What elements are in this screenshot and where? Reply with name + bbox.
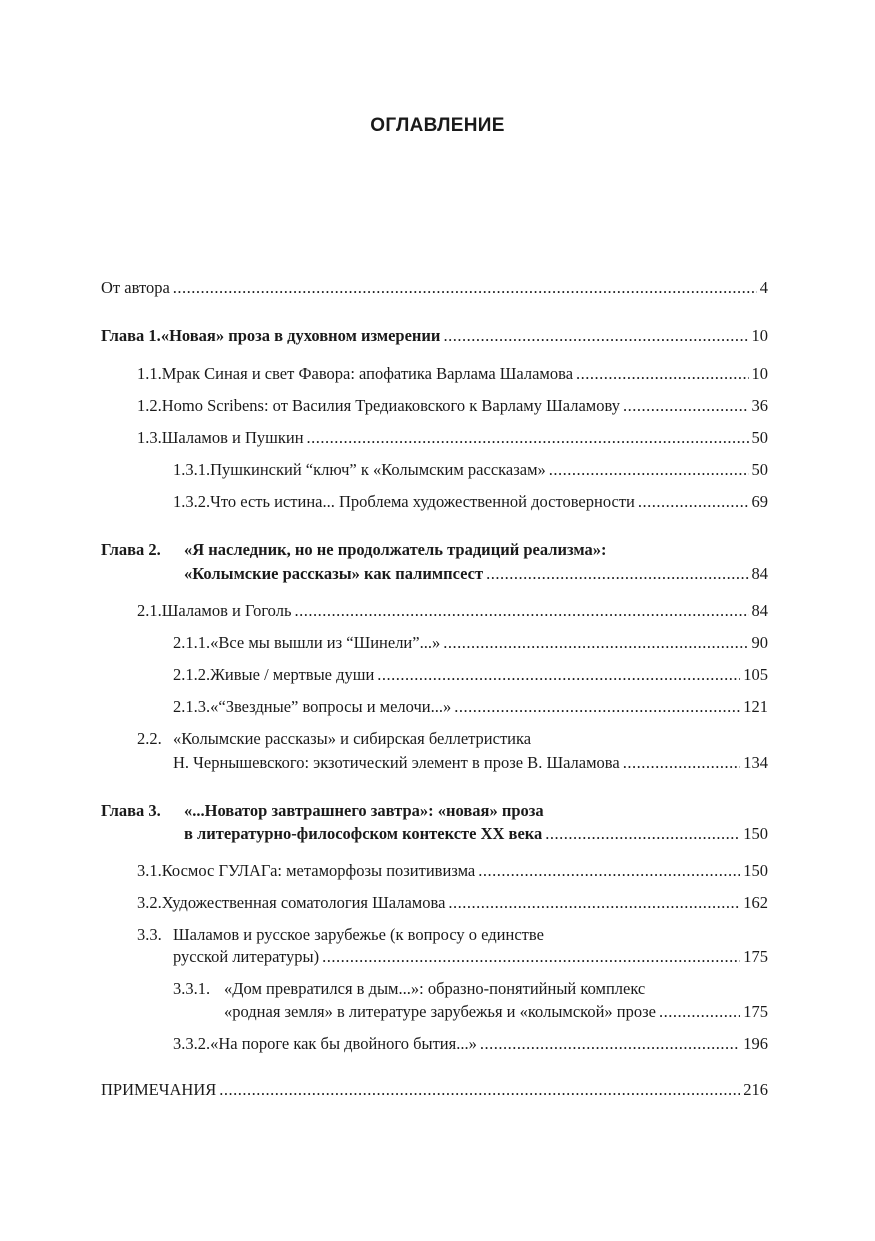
toc-section-number: 3.2. (137, 893, 162, 912)
toc-chapter-title: «Новая» проза в духовном измерении (160, 326, 441, 345)
toc-section-1-3[interactable] (137, 426, 768, 450)
toc-section-1-2[interactable] (137, 394, 768, 418)
toc-chapter-1[interactable] (101, 324, 768, 348)
toc-section-number: 3.1. (137, 861, 162, 880)
toc-page-number: 175 (743, 947, 768, 966)
toc-chapter-3-continued[interactable] (184, 822, 768, 846)
toc-page-number: 216 (743, 1080, 768, 1099)
toc-section-number: 2.2. (137, 729, 162, 748)
toc-section-title-line-1: Шаламов и русское зарубежье (к вопросу о единстве (173, 925, 544, 944)
toc-subsection-2-1-3[interactable] (173, 695, 768, 719)
toc-subsection-title: Пушкинский “ключ” к «Колымским рассказам» (210, 460, 546, 479)
toc-section-title: Шаламов и Гоголь (161, 601, 292, 620)
toc-leader-dots (454, 695, 740, 719)
toc-chapter-title-line-2: «Колымские рассказы» как палимпсест (184, 564, 484, 583)
toc-chapter-2-continued[interactable] (184, 562, 768, 586)
toc-page-number: 196 (743, 1034, 768, 1053)
toc-chapter-title-line-2: в литературно-философском контексте XX века (184, 824, 543, 843)
toc-subsection-2-1-1[interactable] (173, 631, 768, 655)
toc-leader-dots (638, 490, 749, 514)
toc-subsection-number: 3.3.1. (173, 979, 211, 998)
toc-leader-dots (219, 1078, 740, 1102)
toc-subsection-title: «“Звездные” вопросы и мелочи...» (210, 697, 452, 716)
toc-section-3-1[interactable] (137, 859, 768, 883)
toc-entry-title: От автора (101, 278, 170, 297)
toc-subsection-title-line-2: «родная земля» в литературе зарубежья и «колымской» прозе (224, 1002, 656, 1021)
page-title: ОГЛАВЛЕНИЕ (370, 115, 505, 136)
toc-subsection-number: 3.3.2. (173, 1034, 211, 1053)
toc-subsection-number: 2.1.2. (173, 665, 211, 684)
toc-subsection-3-3-2[interactable] (173, 1032, 768, 1056)
toc-page-number: 4 (759, 278, 768, 297)
toc-leader-dots (659, 1000, 740, 1024)
toc-leader-dots (307, 426, 749, 450)
toc-leader-dots (294, 599, 748, 623)
toc-leader-dots (173, 276, 757, 300)
toc-page-number: 105 (743, 665, 768, 684)
toc-leader-dots (443, 631, 748, 655)
toc-subsection-title-line-1: «Дом превратился в дым...»: образно-понятийный комплекс (224, 979, 646, 998)
toc-subsection-3-3-1-continued[interactable] (224, 1000, 768, 1024)
toc-chapter-title-line-1: «Я наследник, но не продолжатель традиций реализма»: (184, 540, 607, 559)
toc-leader-dots (322, 945, 740, 969)
toc-section-number: 1.2. (137, 396, 162, 415)
toc-subsection-title: «На пороге как бы двойного бытия...» (210, 1034, 477, 1053)
toc-subsection-title: Живые / мертвые души (210, 665, 375, 684)
toc-chapter-3[interactable] (101, 799, 544, 823)
toc-page-number: 150 (743, 824, 768, 843)
toc-leader-dots (545, 822, 740, 846)
toc-section-title-line-1: «Колымские рассказы» и сибирская беллетристика (173, 729, 532, 748)
toc-page-number: 134 (743, 753, 768, 772)
toc-chapter-number: Глава 2. (101, 540, 161, 559)
toc-section-2-2-continued[interactable] (173, 751, 768, 775)
toc-leader-dots (443, 324, 748, 348)
toc-page-number: 162 (743, 893, 768, 912)
toc-page-number: 10 (751, 364, 768, 383)
toc-entry-notes[interactable] (101, 1078, 768, 1102)
toc-subsection-number: 2.1.3. (173, 697, 211, 716)
toc-section-1-1[interactable] (137, 362, 768, 386)
toc-page-number: 69 (751, 492, 768, 511)
toc-entry-title: ПРИМЕЧАНИЯ (101, 1080, 217, 1099)
toc-section-3-2[interactable] (137, 891, 768, 915)
toc-chapter-number: Глава 3. (101, 801, 161, 820)
toc-subsection-number: 1.3.1. (173, 460, 211, 479)
toc-subsection-1-3-2[interactable] (173, 490, 768, 514)
toc-page-number: 10 (751, 326, 768, 345)
toc-section-title: Мрак Синая и свет Фавора: апофатика Варлама Шаламова (161, 364, 574, 383)
toc-page-number: 84 (751, 601, 768, 620)
toc-leader-dots (448, 891, 740, 915)
toc-page-number: 90 (751, 633, 768, 652)
toc-section-2-1[interactable] (137, 599, 768, 623)
toc-leader-dots (486, 562, 748, 586)
toc-page-number: 175 (743, 1002, 768, 1021)
toc-subsection-number: 1.3.2. (173, 492, 211, 511)
toc-section-3-3-continued[interactable] (173, 945, 768, 969)
toc-subsection-number: 2.1.1. (173, 633, 211, 652)
toc-section-2-2[interactable] (137, 727, 531, 751)
toc-section-number: 3.3. (137, 925, 162, 944)
toc-chapter-2[interactable] (101, 538, 607, 562)
toc-leader-dots (549, 458, 749, 482)
toc-chapter-title-line-1: «...Новатор завтрашнего завтра»: «новая» проза (184, 801, 544, 820)
toc-subsection-title: «Все мы вышли из “Шинели”...» (210, 633, 441, 652)
toc-page-number: 84 (751, 564, 768, 583)
toc-section-title: Homo Scribens: от Василия Тредиаковского к Варламу Шаламову (161, 396, 620, 415)
toc-subsection-2-1-2[interactable] (173, 663, 768, 687)
toc-section-number: 1.3. (137, 428, 162, 447)
toc-section-number: 1.1. (137, 364, 162, 383)
toc-leader-dots (623, 394, 749, 418)
toc-entry-preface[interactable] (101, 276, 768, 300)
toc-page-number: 36 (751, 396, 768, 415)
toc-chapter-number: Глава 1. (101, 326, 161, 345)
toc-section-title: Космос ГУЛАГа: метаморфозы позитивизма (161, 861, 476, 880)
toc-subsection-1-3-1[interactable] (173, 458, 768, 482)
toc-section-number: 2.1. (137, 601, 162, 620)
toc-subsection-3-3-1[interactable] (173, 977, 645, 1001)
toc-section-3-3[interactable] (137, 923, 544, 947)
toc-section-title-line-2: русской литературы) (173, 947, 320, 966)
toc-page-number: 121 (743, 697, 768, 716)
toc-page-number: 150 (743, 861, 768, 880)
toc-section-title: Шаламов и Пушкин (161, 428, 304, 447)
toc-section-title: Художественная соматология Шаламова (161, 893, 446, 912)
toc-section-title-line-2: Н. Чернышевского: экзотический элемент в прозе В. Шаламова (173, 753, 620, 772)
toc-leader-dots (576, 362, 748, 386)
toc-page-number: 50 (751, 460, 768, 479)
toc-page-number: 50 (751, 428, 768, 447)
toc-subsection-title: Что есть истина... Проблема художественной достоверности (210, 492, 635, 511)
toc-leader-dots (377, 663, 740, 687)
toc-leader-dots (623, 751, 741, 775)
toc-leader-dots (478, 859, 740, 883)
toc-leader-dots (480, 1032, 740, 1056)
